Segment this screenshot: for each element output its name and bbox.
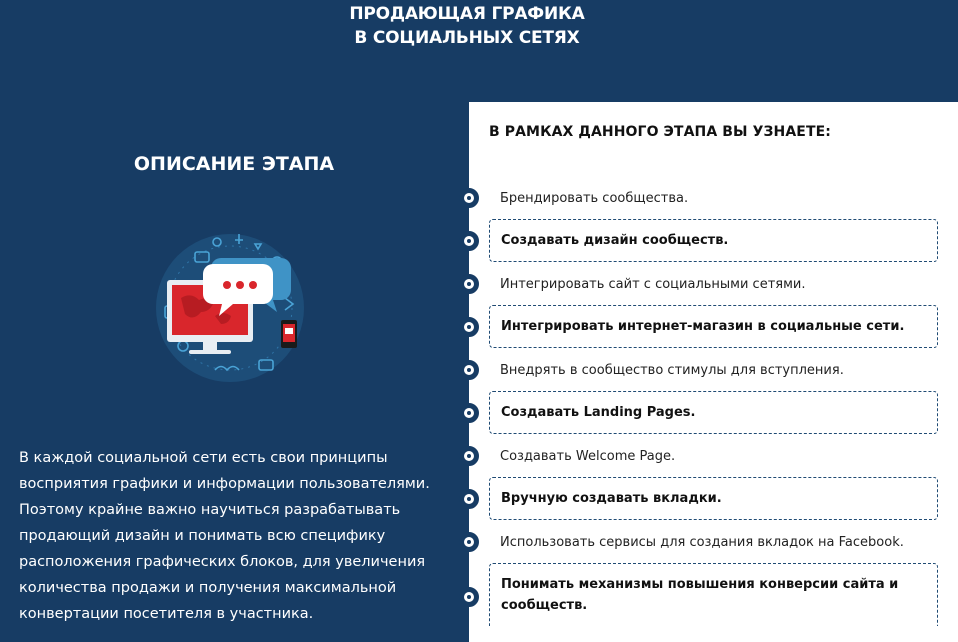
list-item [489, 531, 938, 553]
list-item-label: Использовать сервисы для создания вкладок на Facebook. [500, 534, 904, 550]
list-item-label: Брендировать сообщества. [500, 190, 689, 206]
page-title [0, 2, 934, 50]
page-title-line-2: В СОЦИАЛЬНЫХ СЕТЯХ [354, 28, 580, 48]
list-item [489, 391, 938, 434]
list-item [489, 563, 938, 626]
list-item [489, 359, 938, 381]
list-item-label: Создавать дизайн сообществ. [501, 233, 729, 248]
list-item-label: Интегрировать сайт с социальными сетями. [500, 276, 806, 292]
learning-outcomes-heading: В РАМКАХ ДАННОГО ЭТАПА ВЫ УЗНАЕТЕ: [489, 124, 831, 140]
page-title-line-1: ПРОДАЮЩАЯ ГРАФИКА [349, 4, 585, 24]
stage-description-text: В каждой социальной сети есть свои принципы восприятия графики и информации пользователями. Поэтому крайне важно научиться разрабатывать продающий дизайн и понимать всю специфику расположения графических блоков, для увеличения количества продажи и получения максимальной конвертации посетителя в участника. [19, 450, 430, 622]
list-item [489, 273, 938, 295]
list-item-label: Создавать Landing Pages. [501, 405, 696, 420]
list-item-label: Понимать механизмы повышения конверсии сайта и сообществ. [501, 577, 899, 613]
social-media-marketing-illustration-icon [155, 228, 305, 386]
list-item-label: Создавать Welcome Page. [500, 448, 676, 464]
list-item [489, 445, 938, 467]
list-item [489, 219, 938, 262]
list-item [489, 305, 938, 348]
list-item-label: Интегрировать интернет-магазин в социальные сети. [501, 319, 905, 334]
stage-description-heading: ОПИСАНИЕ ЭТАПА [133, 153, 335, 175]
list-item-label: Внедрять в сообщество стимулы для вступления. [500, 362, 844, 378]
list-item [489, 187, 938, 209]
list-item [489, 477, 938, 520]
list-item-label: Вручную создавать вкладки. [501, 491, 722, 506]
